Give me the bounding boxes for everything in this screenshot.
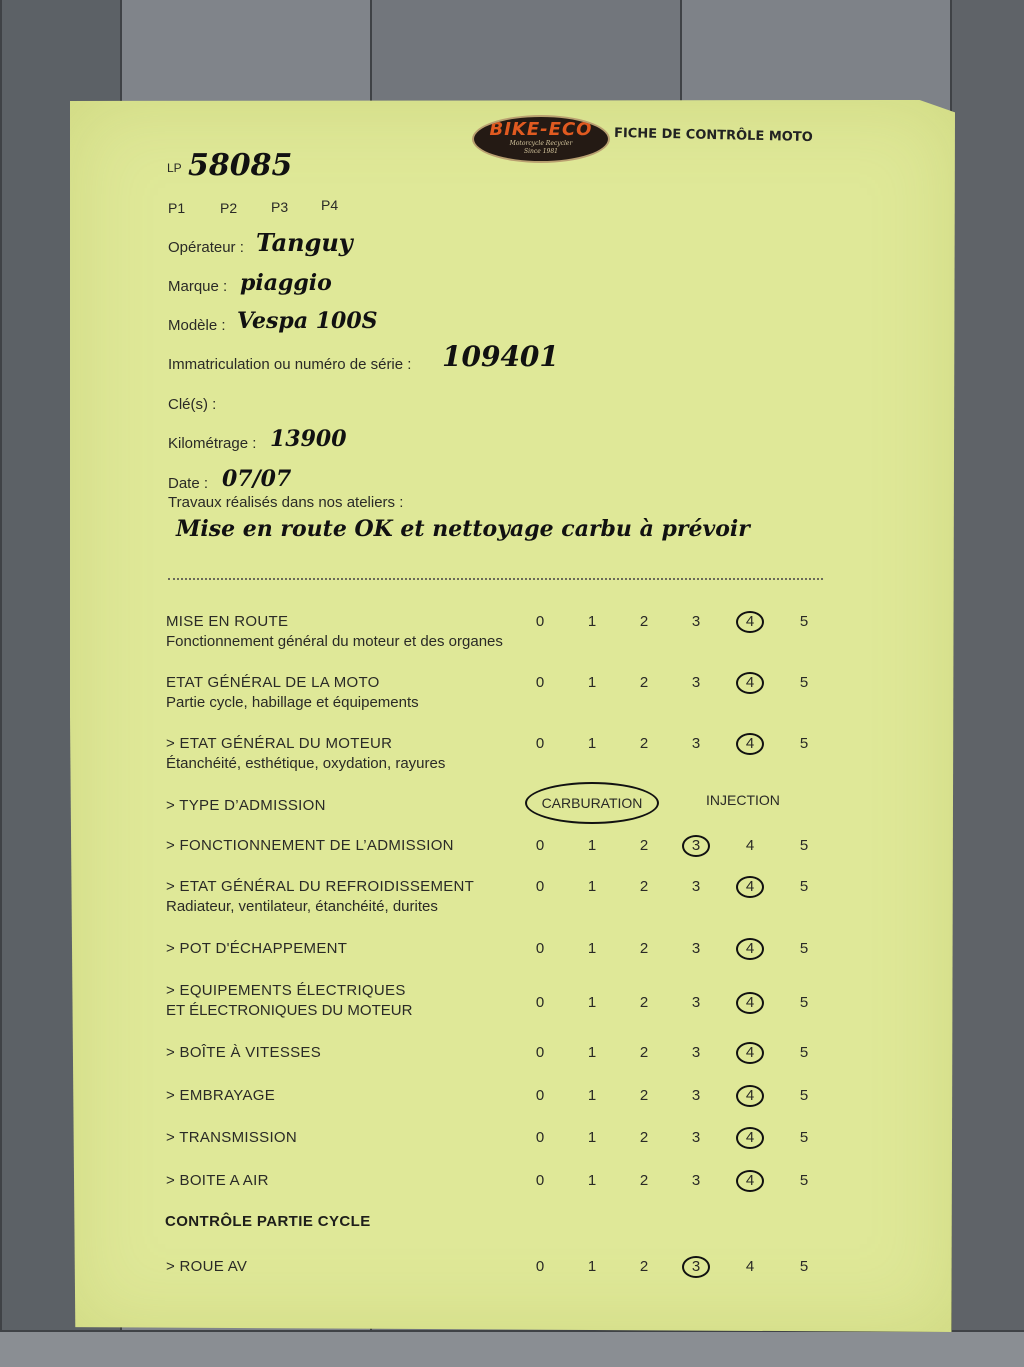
date-label: Date : (168, 475, 209, 492)
check-sublabel: ET ÉLECTRONIQUES DU MOTEUR (166, 1002, 413, 1019)
score-option: 3 (691, 1129, 701, 1146)
score-option: 3 (691, 735, 701, 752)
travaux-label: Travaux réalisés dans nos ateliers : (168, 494, 404, 511)
score-option: 2 (639, 1044, 649, 1061)
score-option: 3 (691, 1172, 701, 1189)
score-selected: 4 (736, 733, 764, 755)
score-option: 1 (587, 878, 597, 895)
score-selected: 3 (682, 835, 710, 857)
check-label: > EQUIPEMENTS ÉLECTRIQUES (166, 982, 406, 999)
score-option: 5 (799, 940, 809, 957)
logo-tagline: Motorcycle Recycler (509, 140, 573, 147)
check-row (166, 878, 826, 922)
score-option: 1 (587, 674, 597, 691)
check-row (166, 674, 826, 718)
score-option: 0 (535, 1129, 545, 1146)
position-p2: P2 (220, 200, 238, 216)
score-option: 3 (691, 1044, 701, 1061)
check-label: > ETAT GÉNÉRAL DU REFROIDISSEMENT (166, 878, 475, 895)
score-option: 2 (639, 674, 649, 691)
bike-eco-logo (472, 115, 610, 163)
score-option: 0 (535, 940, 545, 957)
check-row (166, 735, 826, 779)
lp-label: LP (167, 161, 182, 175)
score-option: 0 (535, 613, 545, 630)
check-sublabel: Étanchéité, esthétique, oxydation, rayures (166, 755, 446, 772)
cles-label: Clé(s) : (168, 396, 217, 413)
dotted-separator (168, 578, 823, 580)
score-option: 2 (639, 1087, 649, 1104)
score-option: 1 (587, 1172, 597, 1189)
check-label: > ROUE AV (166, 1258, 248, 1275)
immatriculation-label: Immatriculation ou numéro de série : (168, 356, 412, 373)
position-p1: P1 (168, 200, 186, 216)
check-label: ETAT GÉNÉRAL DE LA MOTO (166, 674, 380, 691)
score-option: 5 (799, 674, 809, 691)
score-option: 1 (587, 1129, 597, 1146)
score-option: 0 (535, 1258, 545, 1275)
score-option: 5 (799, 878, 809, 895)
score-option: 4 (745, 1258, 755, 1275)
score-selected: 4 (736, 1127, 764, 1149)
score-selected: 4 (736, 992, 764, 1014)
position-p3: P3 (271, 199, 289, 215)
score-option: 1 (587, 735, 597, 752)
score-option: 5 (799, 613, 809, 630)
operateur-value: Tanguy (256, 228, 353, 257)
check-row (166, 940, 826, 984)
score-option: 1 (587, 994, 597, 1011)
marque-label: Marque : (168, 278, 228, 295)
immatriculation-value: 109401 (442, 340, 559, 373)
admission-option-injection: INJECTION (706, 792, 780, 808)
score-option: 2 (639, 613, 649, 630)
check-row (166, 1044, 826, 1088)
score-option: 2 (639, 837, 649, 854)
score-option: 5 (799, 994, 809, 1011)
score-option: 3 (691, 994, 701, 1011)
score-option: 0 (535, 994, 545, 1011)
score-option: 2 (639, 940, 649, 957)
score-option: 3 (691, 613, 701, 630)
score-option: 2 (639, 1129, 649, 1146)
document-title: FICHE DE CONTRÔLE MOTO (613, 125, 813, 146)
score-option: 5 (799, 1258, 809, 1275)
kilometrage-value: 13900 (270, 426, 347, 452)
check-row (166, 1172, 826, 1216)
check-row (166, 837, 826, 881)
score-option: 0 (535, 674, 545, 691)
wood-plank (0, 1330, 1024, 1367)
check-row (166, 982, 826, 1026)
kilometrage-label: Kilométrage : (168, 435, 257, 452)
score-option: 2 (639, 1258, 649, 1275)
score-option: 1 (587, 837, 597, 854)
score-selected: 4 (736, 1042, 764, 1064)
score-option: 0 (535, 735, 545, 752)
score-option: 0 (535, 1172, 545, 1189)
check-label: > BOÎTE À VITESSES (166, 1044, 322, 1061)
check-sublabel: Fonctionnement général du moteur et des organes (166, 633, 503, 650)
score-selected: 4 (736, 1085, 764, 1107)
score-selected: 4 (736, 876, 764, 898)
score-option: 5 (799, 1087, 809, 1104)
marque-value: piaggio (240, 270, 332, 296)
check-row (166, 1258, 826, 1302)
score-option: 2 (639, 994, 649, 1011)
score-option: 5 (799, 1044, 809, 1061)
check-sublabel: Partie cycle, habillage et équipements (166, 694, 419, 711)
score-option: 0 (535, 1044, 545, 1061)
score-selected: 4 (736, 611, 764, 633)
modele-label: Modèle : (168, 317, 226, 334)
lp-value: 58085 (188, 148, 293, 183)
score-option: 5 (799, 837, 809, 854)
check-row (166, 1129, 826, 1173)
score-option: 1 (587, 1258, 597, 1275)
check-label: > TRANSMISSION (166, 1129, 298, 1146)
check-label: MISE EN ROUTE (166, 613, 289, 630)
section-title-partie-cycle: CONTRÔLE PARTIE CYCLE (165, 1213, 371, 1230)
logo-text: BIKE-ECO (489, 119, 593, 140)
check-row (166, 1087, 826, 1131)
score-option: 5 (799, 1129, 809, 1146)
position-p4: P4 (321, 197, 339, 213)
check-label: > ETAT GÉNÉRAL DU MOTEUR (166, 735, 393, 752)
admission-option-carburation: CARBURATION (525, 782, 659, 824)
check-label: > BOITE A AIR (166, 1172, 269, 1189)
admission-label: > TYPE D’ADMISSION (166, 797, 326, 814)
check-sublabel: Radiateur, ventilateur, étanchéité, durites (166, 898, 438, 915)
check-label: > FONCTIONNEMENT DE L’ADMISSION (166, 837, 454, 854)
score-option: 1 (587, 1087, 597, 1104)
score-selected: 4 (736, 938, 764, 960)
score-option: 5 (799, 735, 809, 752)
score-option: 3 (691, 940, 701, 957)
score-option: 2 (639, 735, 649, 752)
score-option: 0 (535, 1087, 545, 1104)
wood-plank (950, 0, 1024, 1365)
score-option: 5 (799, 1172, 809, 1189)
modele-value: Vespa 100S (237, 308, 378, 334)
score-option: 3 (691, 878, 701, 895)
score-option: 3 (691, 674, 701, 691)
score-option: 1 (587, 940, 597, 957)
score-option: 1 (587, 613, 597, 630)
score-option: 4 (745, 837, 755, 854)
operateur-label: Opérateur : (168, 239, 244, 256)
date-value: 07/07 (222, 466, 292, 492)
check-label: > POT D'ÉCHAPPEMENT (166, 940, 348, 957)
travaux-value: Mise en route OK et nettoyage carbu à prévoir (176, 516, 750, 542)
check-label: > EMBRAYAGE (166, 1087, 276, 1104)
score-selected: 3 (682, 1256, 710, 1278)
score-option: 3 (691, 1087, 701, 1104)
score-option: 1 (587, 1044, 597, 1061)
check-row (166, 613, 826, 657)
score-option: 2 (639, 1172, 649, 1189)
score-option: 0 (535, 837, 545, 854)
score-option: 0 (535, 878, 545, 895)
score-selected: 4 (736, 1170, 764, 1192)
score-selected: 4 (736, 672, 764, 694)
logo-tagline: Since 1981 (524, 148, 558, 155)
score-option: 2 (639, 878, 649, 895)
